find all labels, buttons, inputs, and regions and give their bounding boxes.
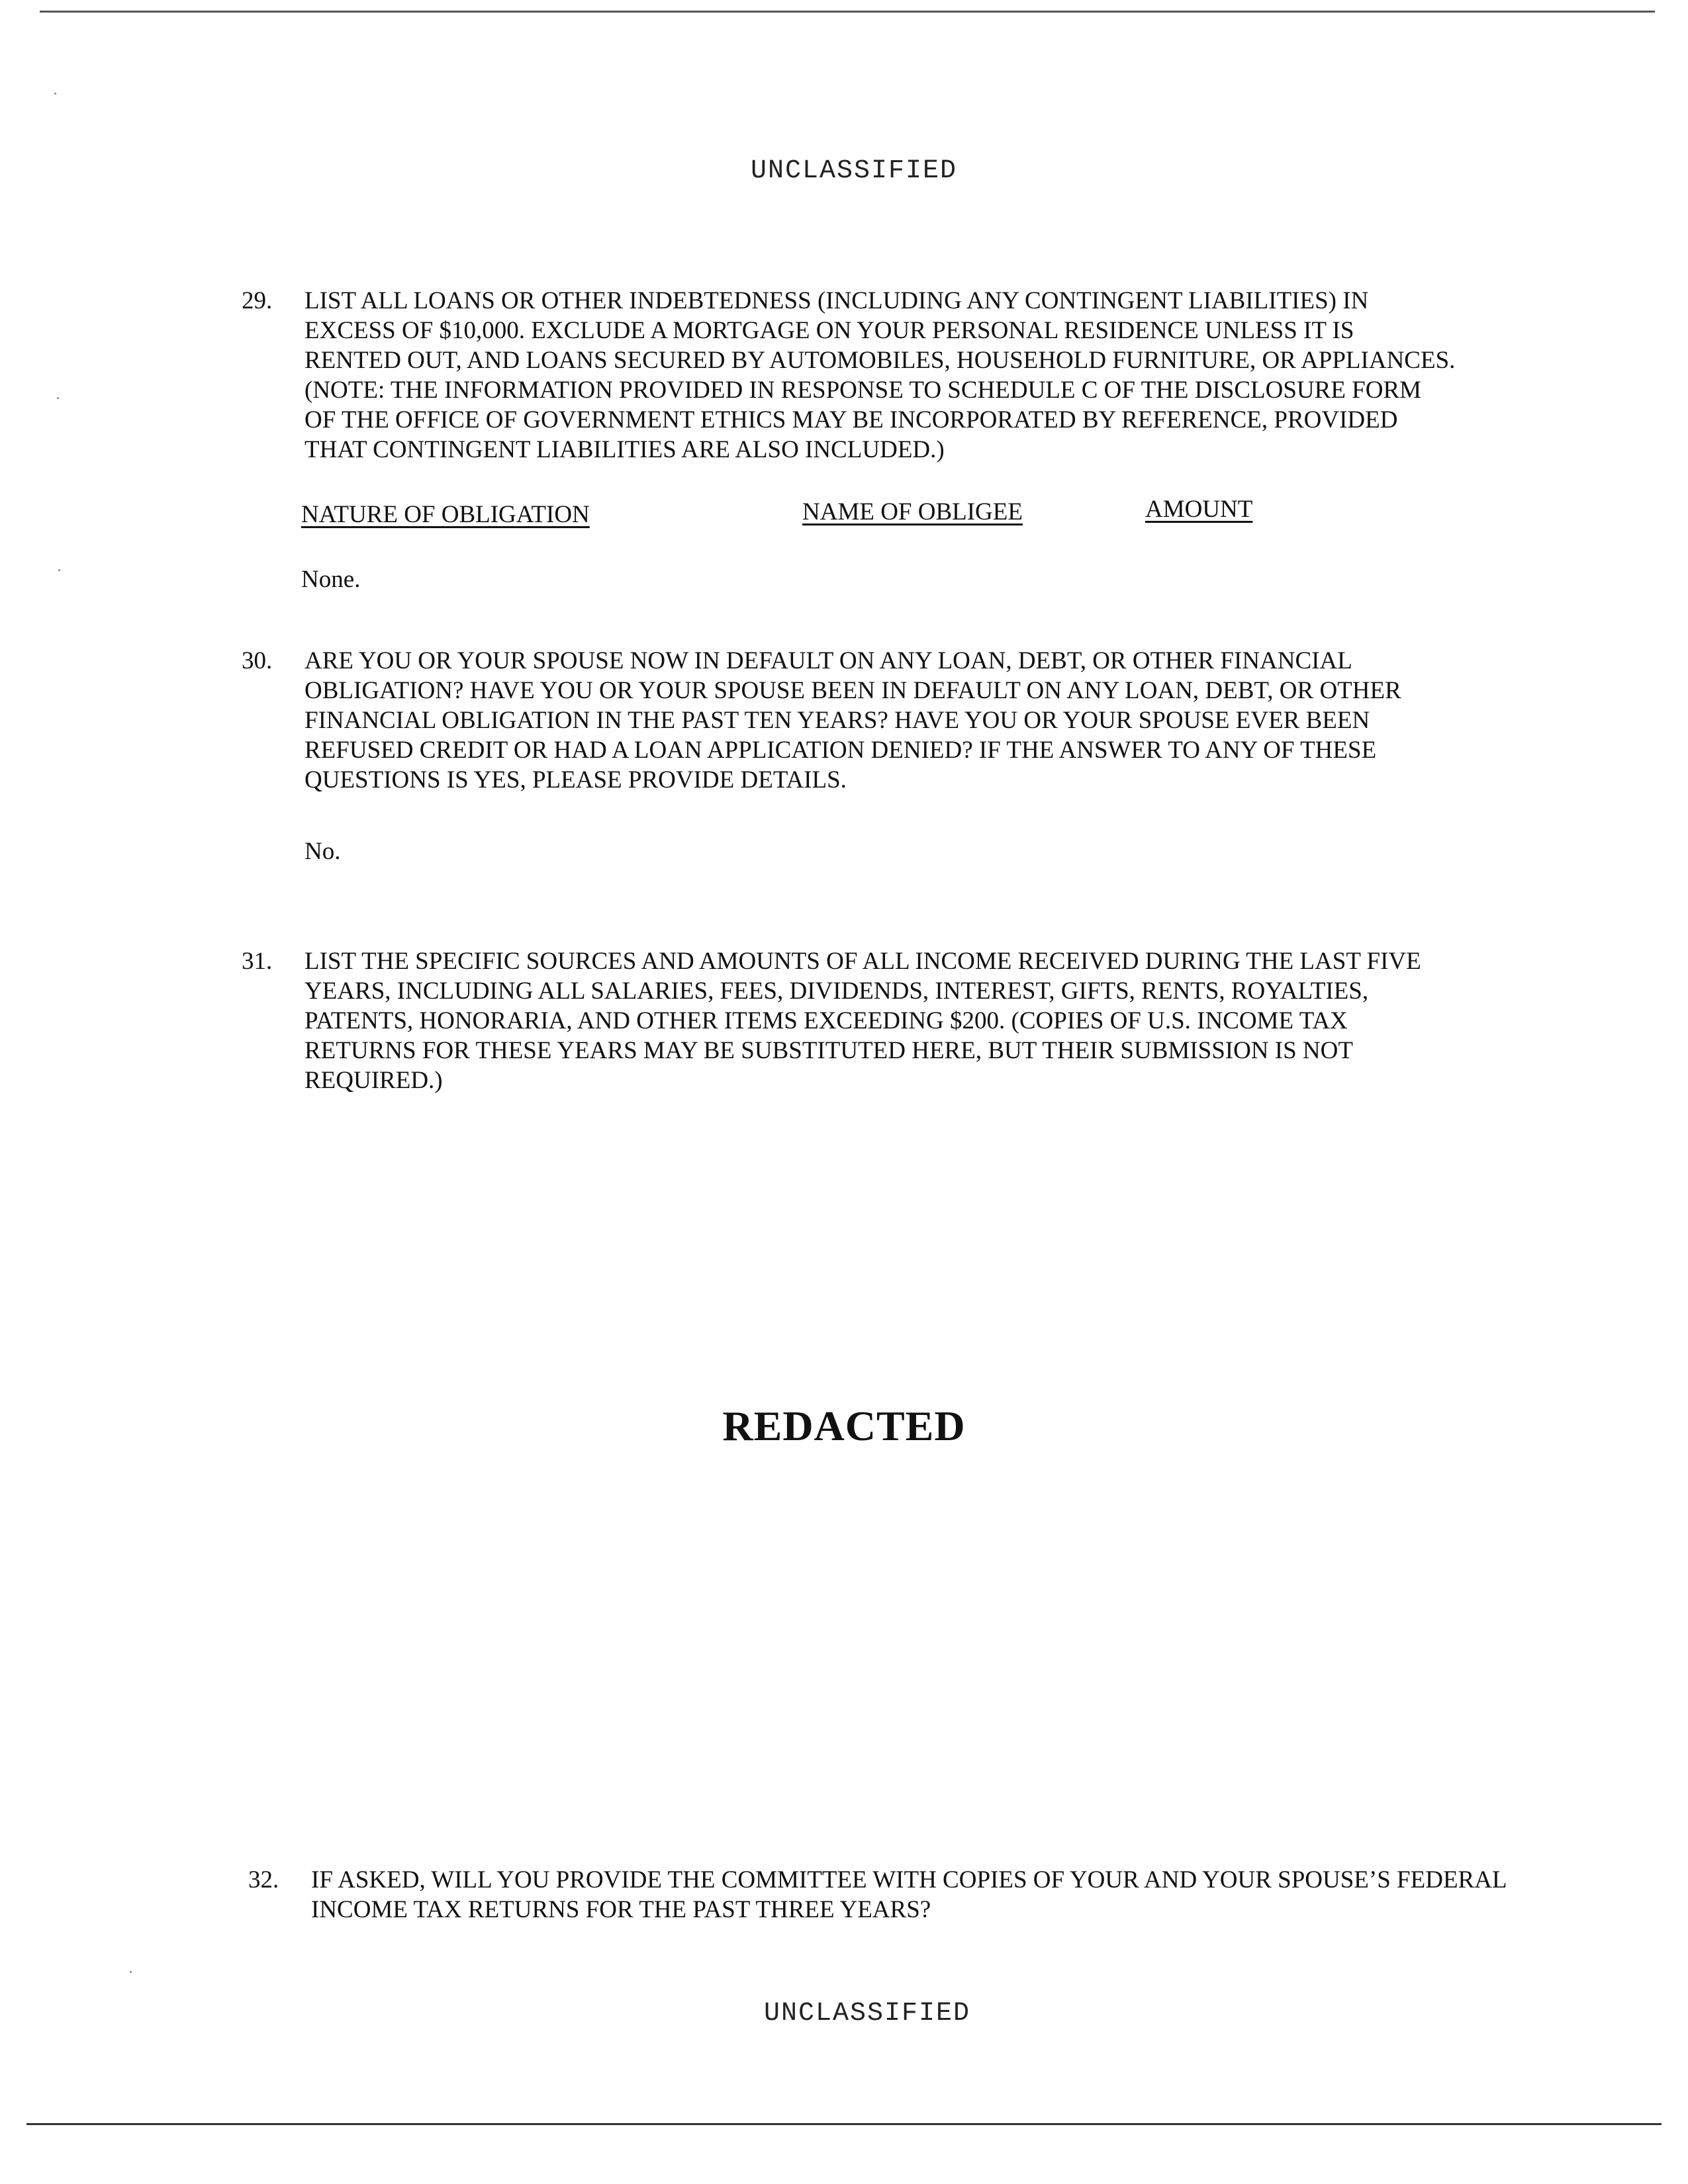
- question-text: LIST THE SPECIFIC SOURCES AND AMOUNTS OF ALL INCOME RECEIVED DURING THE LAST FIVE YEARS, INCLUDING ALL SALARIES, FEES, DIVIDENDS, INTEREST, GIFTS, RENTS, ROYALTIES, PATENTS, HONORARIA, AND OTHER ITEMS EXCEEDING $200. (COPIES OF U.S. INCOME TAX RETURNS FOR THESE YEARS MAY BE SUBSTITUTED HERE, BUT THEIR SUBMISSION IS NOT REQUIRED.): [305, 948, 1421, 1094]
- redacted-stamp: REDACTED: [722, 1402, 966, 1449]
- question-number: 32.: [248, 1866, 279, 1893]
- column-header-name-of-obligee: NAME OF OBLIGEE: [802, 498, 1023, 525]
- answer-29: None.: [301, 566, 361, 593]
- top-scan-border: [40, 11, 1655, 13]
- scan-speck: [54, 93, 56, 95]
- answer-30: No.: [305, 838, 341, 865]
- scan-speck: [130, 1971, 132, 1973]
- question-text: LIST ALL LOANS OR OTHER INDEBTEDNESS (INCLUDING ANY CONTINGENT LIABILITIES) IN EXCESS OF $10,000. EXCLUDE A MORTGAGE ON YOUR PERSONAL RESIDENCE UNLESS IT IS RENTED OUT, AND LOANS SECURED BY AUTOMOBILES, HOUSEHOLD FURNITURE, OR APPLIANCES. (NOTE: THE INFORMATION PROVIDED IN RESPONSE TO SCHEDULE C OF THE DISCLOSURE FORM OF THE OFFICE OF GOVERNMENT ETHICS MAY BE INCORPORATED BY REFERENCE, PROVIDED THAT CONTINGENT LIABILITIES ARE ALSO INCLUDED.): [305, 287, 1456, 463]
- column-header-nature-of-obligation: NATURE OF OBLIGATION: [301, 501, 590, 528]
- classification-footer: UNCLASSIFIED: [763, 1999, 971, 2028]
- scan-speck: [57, 397, 59, 399]
- classification-header: UNCLASSIFIED: [750, 156, 958, 186]
- question-number: 29.: [242, 287, 273, 314]
- question-text: ARE YOU OR YOUR SPOUSE NOW IN DEFAULT ON ANY LOAN, DEBT, OR OTHER FINANCIAL OBLIGATION? HAVE YOU OR YOUR SPOUSE BEEN IN DEFAULT ON ANY LOAN, DEBT, OR OTHER FINANCIAL OBLIGATION IN THE PAST TEN YEARS? HAVE YOU OR YOUR SPOUSE EVER BEEN REFUSED CREDIT OR HAD A LOAN APPLICATION DENIED? IF THE ANSWER TO ANY OF THESE QUESTIONS IS YES, PLEASE PROVIDE DETAILS.: [305, 647, 1401, 794]
- scan-speck: [58, 569, 60, 571]
- question-text: IF ASKED, WILL YOU PROVIDE THE COMMITTEE WITH COPIES OF YOUR AND YOUR SPOUSE’S FEDERAL INCOME TAX RETURNS FOR THE PAST THREE YEARS?: [311, 1866, 1507, 1923]
- bottom-scan-border: [26, 2123, 1662, 2125]
- column-header-amount: AMOUNT: [1145, 496, 1253, 523]
- question-number: 31.: [242, 948, 273, 975]
- question-number: 30.: [242, 647, 273, 674]
